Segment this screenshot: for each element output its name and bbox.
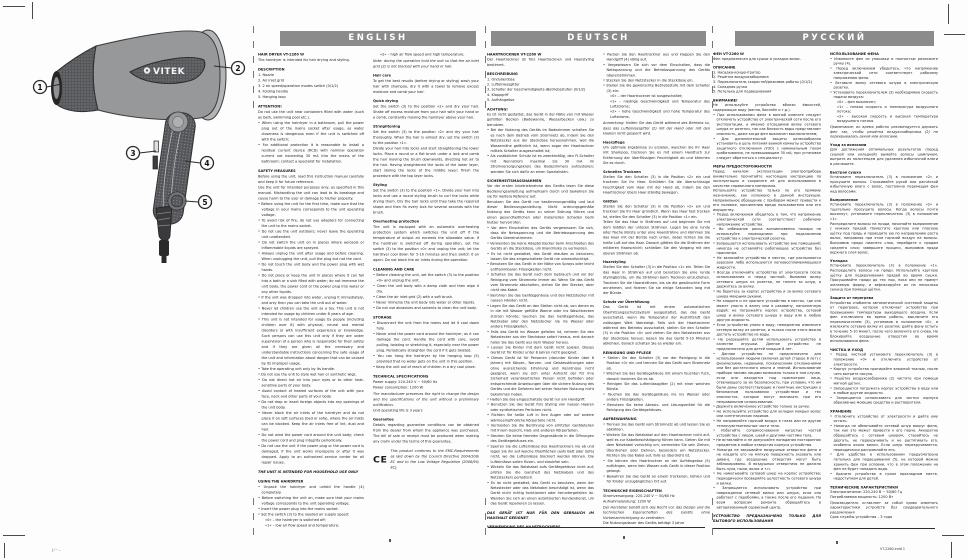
cord-guard: [156, 206, 172, 241]
text-block-p: Das Gerät ist mit einem automatischen Überhitzungsschutzsystem ausgestattet, das das Gerät ausschaltet, wenn die Temperatur der Austrittsluft den zulässigen Wert übersteigt. Falls sich der Haartrockner während des Betriebs ausschaltet, stellen Sie den Schalter (3) in die Position «0» und ziehen Sie den Netzstecker aus der Steckdose heraus; lassen Sie das Gerät 5-10 Minuten abkühlen, danach schalten Sie es wieder ein.: [603, 305, 710, 346]
crop-mark-bottom-left-v: [4, 543, 5, 558]
text-block-li: • Wischen Sie das Gerätegehäuse mit einem feuchten Tuch, danach trocknen Sie es ab.: [603, 371, 710, 381]
page-speck: [389, 539, 391, 542]
text-block-h2: Haarpflege: [603, 140, 625, 145]
language-header-russian: РУССКИЙ: [735, 31, 934, 46]
text-block-h: SICHERHEITSMASSNAHMEN: [487, 178, 542, 183]
text-block-li: • Для удобства в использовании предусмотрена петелька для подвешивания (5), на которой можно хранить фен при условии, что в этом положении на фен не будет попадать вода.: [830, 453, 938, 472]
text-block-li: • Запрещается использовать для чистки корпуса абразивные моющие средства и растворители.: [830, 396, 938, 406]
text-block-li: • Отключите устройство от электросети и дайте ему остыть.: [830, 414, 938, 424]
text-block-sub: «2» – высокая скорость и высокая температура воздушного потока.: [837, 114, 938, 124]
text-block-sub: «2» – high air flow speed and high temperature.: [380, 52, 465, 57]
text-block-h2: Guarantee: [373, 417, 394, 422]
text-block-p: Stellen Sie den Schalter (3) in die Position «2» ein und trocknen Sie Ihr Haar. Schütteln Sie die überschüssige Feuchtigkeit vom Haar mit der Hand ab, indem Sie den Haartrockner übers Haar ständig bewegen.: [603, 174, 710, 195]
text-block-li: • Before switching the unit on, make sure that your mains voltage corresponds to the unit operating voltage.: [258, 496, 364, 507]
text-block-note: Der Hersteller behält sich das Recht vor, das Design und die technischen Eigenschaften des Geräts ohne Vorbenachrichtigung zu verändern.: [603, 505, 710, 520]
text-block-li: • Для дополнительной защиты целесообразно установить в цепь питания ванной комнаты устройство защитного отключения (УЗО) с номинальным током срабатывания, не превышающим 30 мА; при установке следует обратиться к специалисту.: [713, 137, 821, 161]
text-block-p: 5. Петелька для подвешивания: [713, 89, 772, 94]
text-block-sub: «0» – der Haartrockner ist ausgeschaltet;: [610, 94, 683, 99]
conformity-text: This product conforms to the EMC-Requirements as laid down by the Council Directive 2004/108/ЕС and to the Low Voltage Regulation (2006/95/ЕС).: [390, 449, 479, 470]
text-block-p: Устройство снабжено автоматической системой защиты от перегрева, которая отключает устройство при превышении температуры выходящего воздуха. Если фен отключился во время работы, выключите его переключателем (3), установив в положение «0», и извлеките сетевую вилку из розетки; дайте фену остыть в течение 5-10 минут, после чего включите его снова. Не блокируйте воздушные отверстия во время использования фена.: [830, 300, 938, 344]
text-block-li: • Benutzen Sie das Gerät in der Nähe von Sprays oder leicht entflammbaren Flüssigkeiten nicht.: [487, 262, 594, 272]
text-block-li: • Не наматывайте сетевой шнур на корпус устройства; периодически проверяйте целостность сетевого шнура и вилки.: [713, 472, 821, 486]
text-block-h: CLEANING AND CARE: [373, 267, 415, 272]
svg-text:1: 1: [37, 82, 43, 92]
text-block-li: • To avoid risk of fire, do not use adapters for connecting the unit to the mains socket.: [258, 218, 364, 229]
text-block-li: • Falls das Gerät ins Wasser gefallen ist, nehmen Sie den Netzstecker aus der Steckdose sofort heraus, erst danach holen Sie das Gerät aus dem Wasser heraus.: [487, 329, 594, 345]
text-block-li: • Если устройство упало в воду, немедленно извлеките сетевую вилку из розетки, и только после этого можно достать устройство из воды.: [713, 323, 821, 337]
text-block-li: • Запрещается погружать корпус устройства в воду или в любые другие жидкости.: [830, 386, 938, 396]
text-block-h: AUFBEWAHRUNG: [603, 417, 637, 422]
text-block-li: • Schalten Sie das Gerät nach dem Gebrauch und vor der Reinigung vom Stromnetz immer ab. Wenn Sie das Gerät vom Stromnetz abschalten, ziehen Sie den Stecker, aber nicht das Kabel.: [487, 272, 594, 293]
text-block-p: Teilen Sie das Haar in Strähnen auf und beginnen Sie mit dem Glätten der unteren Strähnen. Legen Sie eine runde oder flache Bürste unter eine Haarsträhne und kämmen Sie das Haar mit der Bürste nach unten, dabei richten Sie die heiße Luft auf das Haar. Danach glätten Sie die Strähnen der mittleren Haarschicht; schließen Sie den Vorgang mit den oberen Strähnen ab.: [603, 220, 710, 256]
text-block-li: • Stecken Sie keine fremden Gegenstände in die Öffnungen des Gerätegehäuses ein.: [487, 433, 594, 443]
text-block-li: • Lassen Sie Kinder mit dem Gerät nicht spielen. Dieses Gerät ist für Kinder unter 8 Jahren nicht geeignet.: [487, 345, 594, 355]
svg-text:2: 2: [235, 63, 241, 73]
text-block-li: • Решётку воздухозаборника (2) чистите при помощи мягкой щётки.: [830, 377, 938, 387]
text-block-note: Anmerkung: Halten Sie das Gerät während des Betriebs so, dass das Lufteinlassgitter (2) mit der Hand oder mit den Haaren nicht gesperrt wird.: [603, 121, 710, 136]
text-block-li: • Do not touch the unit body and the power plug with wet hands.: [258, 262, 364, 273]
speed-switch: [154, 141, 159, 152]
text-block-li: • This unit is not intended for usage by people (including children over 8) with physical, neural and mental disorders or with insufficient experience or knowledge. Such persons can use this unit only if they are under supervision of a person who is responsible for their safety and if they are given all the necessary and understandable instructions concerning the safe usage of the unit and information about danger that can be caused by its improper usage.: [258, 317, 364, 367]
page-speck: [623, 536, 625, 539]
text-block-li: • Trennen Sie das Gerät vom Stromnetz ab und lassen Sie es abkühlen.: [603, 422, 710, 432]
text-block-h2: Straightening: [373, 124, 401, 129]
brand-logo-text: VITEK: [153, 67, 186, 77]
text-block-p: Срок службы устройства – 3 года: [830, 515, 893, 520]
text-block-p: Stellen Sie den Schalter (3) in die Position «1» ein. Teilen Sie das Haar in Strähnen auf und benutzen Sie eine runde Stylingbürste, um die Strähnen beim Trocknen einzudrehen. Trocknen Sie die Haarsträhnen, bis sie die gewünschte Form annehmen, und fixieren Sie sie einige Sekunden lang mit der Bürste.: [603, 265, 710, 296]
text-block-p: Do not use the unit near containers filled with water (such as bath, swimming pool etc.).: [258, 110, 364, 120]
crop-mark-bottom-right-h: [942, 535, 964, 536]
text-block-li: • Запрещается использовать устройство при повреждении сетевой вилки или шнура, если оно работает с перебоями, а также после его падения. По всем вопросам ремонта обращайтесь в авторизованный сервисный центр.: [713, 486, 821, 510]
text-block-li: • You can hang the hairdryer by the hanging loop (5) provided that no water gets on the unit in this position.: [373, 354, 479, 365]
text-block-h2: Защита от перегрева: [830, 295, 874, 300]
text-block-li: • Never wind the power cord around the hairdryer, as it can damage the cord. Handle the cord with care, avoid pulling, twisting or stretching it, especially near the power plug. Periodically straighten the cord if it gets twisted.: [373, 332, 479, 354]
text-block-p: Установите переключатель (3) в положение «1». Распределите волосы на пряди. Используйте круглую щётку для подкручивания прядей во время сушки. Просушивайте пряди до тех пор, пока они не примут желаемую форму, и зафиксируйте их на несколько секунд при помощи щётки.: [830, 263, 938, 292]
text-block-li: • При использовании фена в ванной комнате следует отключать устройство от электрической сети после его эксплуатации, а именно отсоединив вилку сетевого шнура от розетки, так как близость воды представляет опасность, даже когда фен выключен выключателем;: [713, 113, 821, 137]
text-block-sub: «1» – низкая скорость и температура воздушного потока;: [837, 104, 938, 114]
text-block-li: • Do not place or keep the unit in places where it can fall into a bath or a sink filled with water; do not immerse the unit body, the power cord or the power plug into water or any other liquids.: [258, 273, 364, 295]
text-block-p: 1. Nozzle: [258, 73, 275, 77]
text-block-p: To get the best results (before drying or styling) wash your hair with shampoo, dry it with a towel to remove excess moisture and comb your hair.: [373, 79, 479, 94]
crop-mark-top-right-v: [948, 4, 949, 24]
text-block-p: Используйте устройство только по его прямому назначению, как изложено в данной инструкции. Неправильное обращение с прибором может привести к его поломке, причинению вреда пользователю или его имуществу.: [713, 188, 821, 212]
text-block-t: HAIR DRYER VT-2260 W: [258, 52, 304, 57]
text-block-p: 4. Складная ручка: [713, 84, 748, 89]
text-block-note: Note: during the operation hold the unit so that the air inlet grid (2) is not blocked with your hand or hair.: [373, 59, 479, 69]
fold-line: [253, 498, 254, 540]
text-block-li: • Verwenden Sie keine Adapterstecker beim Anschließen des Geräts an die Steckdose, um Brandrisiko zu vermeiden.: [487, 241, 594, 251]
text-block-li: • Dieses Gerät ist für Personen (darunter Kinder über 8 Jahren) mit Körper-, Nerven- und Geistesstörungen oder ohne ausreichende Erfahrung und Kenntnisse nicht geeignet, wenn sie sich unter Aufsicht der für ihre Sicherheit verantwortlichen Person nicht befinden oder entsprechende Anweisungen über die sichere Nutzung des Geräts und die Gefahren bei seiner falschen Nutzung nicht bekommen haben.: [487, 355, 594, 397]
text-block-h2: Hair care: [373, 73, 391, 78]
text-block-h: ATTENTION!: [258, 104, 282, 109]
text-block-spec: Stromversorgung: 220-240 V ~ 50/60 Hz: [603, 494, 675, 499]
text-block-li: • Benutzen Sie das Gerät fürs Styling von nassen Haaren oder synthetischen Perücken nicht.: [487, 402, 594, 412]
text-block-li: • Als zusätzlicher Schutz ist es zweckmäßig, den FI-Schalter mit Nennstrom maximal bis 30 mA im Stromversorgungskreis des Badezimmers aufzustellen; wenden Sie sich dafür an einen Spezialisten.: [487, 154, 594, 175]
text-block-li: • Clean the unit body with a damp cloth and then wipe it dry.: [373, 284, 479, 295]
text-block-li: • Всегда отключайте устройство от электросети после использования и перед чисткой. Вынимая вилку сетевого шнура из розетки, не тяните за шнур, а держитесь за вилку.: [713, 270, 821, 289]
text-block-li: • Do not use the unit if the power plug or the power cord is damaged, if the unit works improperly or after it was dropped. Apply to an authorized service center for all repair issues.: [258, 444, 364, 466]
text-block-h2: Glätten: [603, 199, 618, 204]
text-block-li: • Корпус устройства протирайте влажной тканью, после чего вытрите насухо.: [830, 367, 938, 377]
svg-text:4: 4: [204, 158, 210, 168]
text-block-spec: Потребляемая мощность: 1200 Вт: [830, 495, 894, 500]
text-block-p: Set the switch (3) to the position «2» and dry your hair. Shake off excess moisture from your hair with your hand or a comb, constantly moving the hairdryer above your hair.: [373, 104, 479, 120]
text-block-li: • Запрещается использовать устройство вне помещений; никогда не оставляйте работающее устройство без присмотра.: [713, 241, 821, 255]
text-block-p: 3. Переключатель скоростей/режимов работы (0/1/2): [713, 79, 812, 84]
text-block-p: Установите переключатель (3) в положение «2» и тщательно просушите волосы. Когда волосы почти высохнут, установите переключатель (3) в положение «1».: [830, 202, 938, 221]
language-header-english: ENGLISH: [280, 31, 476, 46]
text-block-spec: Power supply: 220-240 V ~ 50/60 Hz: [373, 380, 438, 384]
text-block-li: • Никогда не обматывайте сетевой шнур вокруг фена, так как это может привести к его порче. Аккуратно обращайтесь с сетевым шнуром, старайтесь не дёргать, не перекручивать и не растягивать его, особенно около вилки. Если шнур перекручивается, периодически распрямляйте его.: [830, 424, 938, 453]
text-block-li: • Перед чисткой установите переключатель (3) в положение «0» и отключите устройство от электросети.: [830, 353, 938, 367]
text-block-li: • Не используйте устройство для укладки мокрых волос или синтетических париков.: [713, 409, 821, 419]
text-block-li: • Clean the air inlet grid (2) with a soft brush.: [373, 295, 479, 301]
text-block-li: • Данное устройство не предназначено для использования людьми (включая детей старше 8 лет) с физическими, нервными, психическими отклонениями или без достаточного опыта и знаний. Использование прибора такими лицами возможно только в том случае, если они находятся под присмотром лица, отвечающего за их безопасность, при условии, что им были даны соответствующие и понятные инструкции о безопасном пользовании устройством и тех опасностях, которые могут возникать при его неправильном использовании.: [713, 352, 821, 405]
text-block-li: • Не кладите и не храните устройство в местах, где оно может упасть в ванну или в раковину, наполненную водой; не погружайте корпус устройства, сетевой шнур и вилку сетевого шнура в воду или в любую другую жидкость.: [713, 299, 821, 323]
text-block-p: Es ist nicht gestattet, das Gerät in der Nähe von mit Wasser gefüllten Becken (Badewanne, Wasserbecken usw.) zu benutzen.: [487, 112, 594, 127]
text-block-li: • Не беритесь за корпус устройства и за вилку сетевого шнура мокрыми руками.: [713, 289, 821, 299]
text-block-h: USING THE HAIRDRYER: [258, 479, 304, 484]
text-block-li: • Benutzen Sie keine Abrasiv- und Lösungsmittel für die Reinigung des Gerätegehäuses.: [603, 402, 710, 412]
text-block-li: • Вставьте вилку сетевого шнура в электрическую розетку.: [830, 81, 938, 91]
text-block-li: • Unpack the hairdryer and unfold the handle (4) completely.: [258, 485, 364, 496]
text-block-li: • Stellen Sie den Schalter (3) vor der Reinigung in die Position «0» ein und trennen Sie das Gerät vom Stromnetz ab.: [603, 355, 710, 371]
text-block-li: • Richten Sie heiße Luft in Ihre Augen oder auf andere wärmeempfindliche Körperteile nicht.: [487, 413, 594, 423]
text-block-h2: Уход за волосами: [830, 142, 867, 147]
text-block-h2: Quick drying: [373, 99, 398, 103]
text-block-li: • Legen Sie das Gerät an den Stellen nicht ab, von denen es in die mit Wasser gefüllte Wanne oder ins Waschbecken stürzen könnte; tauchen Sie das Gerätegehäuse, das Netzkabel oder den Netzstecker nie ins Wasser oder andere Flüssigkeiten.: [487, 303, 594, 329]
text-block-li: • Disconnect the unit from the mains and let it cool down fully.: [373, 321, 479, 332]
text-block-li: • Before using the unit for the first time, make sure that the voltage in your mains corresponds to the unit operating voltage.: [258, 202, 364, 219]
text-block-h2: Schnelles Trocknen: [603, 169, 641, 174]
text-block-p: 3. Schalter der Geschwindigkeits-/Betriebsstufen (0/1/2): [487, 87, 586, 92]
text-block-li: • Packen Sie den Haartrockner aus und klappen Sie den Handgriff (4) völlig auf.: [603, 52, 710, 62]
text-block-h2: Haarstyling: [603, 260, 626, 265]
text-block-t: ФЕН VT-2260 W: [713, 52, 744, 56]
crop-mark-top-left-h: [3, 6, 25, 7]
text-block-li: • Храните устройство в сухом прохладном месте, недоступном для детей.: [830, 472, 938, 482]
text-block-li: • Do not use the unit to style wet hair or synthetic wigs.: [258, 372, 364, 378]
text-block-sub: «1» – niedrige Geschwindigkeit und Temperatur des Luftstroms;: [610, 99, 710, 109]
svg-text:5: 5: [202, 197, 208, 207]
crop-mark-bottom-left-h: [3, 535, 25, 536]
text-block-li: • Do not use the unit outdoors; never leave the operating unit unattended.: [258, 229, 364, 240]
text-block-p: Set the switch (3) to the position «1». Divide your hair into locks and use a round styling brush to curl the locks while drying them. Dry the hair locks until they take the required shape and then fix every lock for several seconds with the brush.: [373, 188, 479, 215]
text-block-li: • Не вставляйте и не допускайте попадания посторонних предметов в любые отверстия корпуса устройства.: [713, 438, 821, 448]
text-block-li: • Wickeln Sie das Netzkabel aufs Gerätegehäuse nicht auf; prüfen Sie die Ganzheit des Netzkabels und des Netzsteckers periodisch.: [487, 465, 594, 481]
text-block-l: Der Haartrockner ist fürs Haartrocknen und Haarstyling bestimmt.: [487, 57, 594, 67]
print-marks-left: | ⁄ ·· –: [52, 548, 61, 552]
text-block-spec: Power consumption: 1200 W: [373, 385, 424, 390]
text-block-p: 5. Aufhängeöse: [487, 98, 515, 103]
text-block-li: • For additional protection it is reasonable to install a residual current device (RCD) with nominal operation current not exceeding 30 mA into the mains of the bathroom; contact a specialist for installation.: [258, 143, 364, 165]
text-block-li: • Take the operating unit only by its handle.: [258, 367, 364, 373]
english-columns: [258, 52, 479, 531]
text-block-li: • Перед включением убедитесь в том, что напряжение электрической сети соответствует рабочему напряжению устройства.: [713, 213, 821, 227]
text-block-li: • Do not drop or insert foreign objects into any openings of the unit body.: [258, 400, 364, 411]
text-block-sub: «2» – hohe Geschwindigkeit und hohe Temperatur des Luftstroms.: [610, 109, 710, 119]
text-block-li: • Bei der Nutzung des Geräts im Badezimmer schalten Sie es nach dem Betrieb vom Stromnetz ab, indem Sie den Netzstecker aus der Steckdose herausnehmen, weil die Wassernähe gefährlich ist, wenn sogar der Haartrockner mittels Schalter ausgeschaltet ist;: [487, 128, 594, 154]
text-block-p: Установите переключатель (3) в положение «2» и просушите волосы. Стряхивайте рукой или расчёской избыточную влагу с волос, постоянно перемещая фен над волосами.: [830, 175, 938, 194]
text-block-p: Details regarding guarantee conditions can be obtained from the dealer from whom the appliance was purchased. The bill of sale or receipt must be produced when making any claim under the terms of this guarantee.: [373, 423, 479, 444]
text-block-li: • Es ist nicht gestattet, das Gerät draußen zu benutzen; lassen Sie das eingeschaltete Gerät nie unbeaufsichtigt.: [487, 251, 594, 261]
text-block-p: Benutzen Sie das Gerät nur bestimmungsmäßig und laut dieser Bedienungsanleitung. Nicht ordnungsgemäße Nutzung des Geräts kann zu seiner Störung führen und einen gesundheitlichen oder materiellen Schaden beim Nutzer hervorrufen.: [487, 199, 594, 225]
section-russian: [713, 31, 938, 531]
text-block-h2: Выпрямление: [830, 197, 859, 202]
text-block-li: • Sie können den Haartrockner an der Aufhängeöse (5) aufhängen, wenn kein Wasser aufs Gerät in dieser Position gelangt.: [603, 458, 710, 474]
text-block-spec: Aufnahmeleistung: 1200 W: [603, 499, 651, 504]
text-block-l: The hairdryer is intended for hair drying and styling.: [258, 58, 350, 62]
text-block-l: Фен предназначен для сушки и укладки волос.: [713, 56, 802, 61]
text-block-spec: Электропитание: 220-240 В ~ 50/60 Гц: [830, 490, 903, 495]
text-block-h: МЕРЫ ПРЕДОСТОРОЖНОСТИ: [713, 164, 772, 169]
text-block-h2: Schutz vor Überhitzung: [603, 299, 650, 304]
text-block-li: • Tauchen Sie das Gerätegehäuse nie ins Wasser oder andere Flüssigkeiten.: [603, 392, 710, 402]
text-block-li: • Никогда не закрывайте воздушные отверстия фена и не кладите его на мягкую поверхность (кровать или диван), где воздушные отверстия могут быть заблокированы. В воздушных отверстиях не должно быть пуха, пыли, волос и т.п.: [713, 448, 821, 472]
text-block-p: 4. Klappgriff: [487, 92, 509, 97]
text-block-li: • Do not wind the power cord around the unit body; check the power cord and plug integrity periodically.: [258, 433, 364, 444]
text-block-li: • Избегайте соприкосновения нагретых частей устройства с лицом, шеей и другими частями тела.: [713, 429, 821, 439]
text-block-li: • Vergewissern Sie sich vor dem Einschalten, dass die Netzspannung und die Betriebsspannung des Geräts übereinstimmen.: [603, 62, 710, 78]
text-block-li: • Before cleaning the unit, set the switch (3) to the position «0» and unplug the unit.: [373, 273, 479, 284]
text-block-t: HAARTROCKNER VT-2260 W: [487, 52, 542, 57]
text-block-h: SAFETY MEASURES: [258, 169, 296, 173]
text-block-li: • Не направляйте горячий воздух в глаза или на другие теплочувствительные части тела.: [713, 419, 821, 429]
text-block-p: 1. Насадка-концентратор: [713, 70, 761, 75]
text-block-li: • Stecken Sie den Netzstecker in die Steckdose ein.: [603, 78, 710, 83]
text-block-h: ТЕХНИЧЕСКИЕ ХАРАКТЕРИСТИКИ: [830, 485, 899, 490]
text-block-p: 2. Решётка воздухозаборника: [713, 75, 769, 80]
text-block-h2: Быстрая сушка: [830, 170, 862, 175]
text-block-h: ОПИСАНИЕ: [713, 65, 736, 70]
text-block-h: BESCHREIBUNG: [487, 72, 518, 77]
text-block-li: • Avoid contact of heated surfaces of the unit with your face, neck and other parts of your body.: [258, 389, 364, 400]
print-footer-filename: VT-2260.indd 1: [880, 547, 905, 551]
text-block-ce: [373, 449, 479, 471]
text-block-li: • Vermeiden Sie die Berührung von erhitzten Geräteteilen mit Ihrem Gesicht, Hals und anderen Körperteilen.: [487, 423, 594, 433]
text-block-li: • Do not switch the unit on in places where aerosols or inflammable liquids are sprayed.: [258, 240, 364, 251]
text-block-p: Before using the unit, read this instruction manual carefully and keep it for future reference.: [258, 174, 364, 184]
text-block-p: Для достижения оптимальных результатов (перед сушкой или укладкой) вымойте волосы шампунем, вытрите их полотенцем для удаления избыточной влаги и расчешите.: [830, 147, 938, 167]
section-end-rule-deutsch: [488, 527, 705, 528]
hair-dryer-diagram: [18, 10, 258, 340]
text-block-li: • When using the hairdryer in a bathroom, pull the power plug out of the mains socket after usage, as water closeness is dangerous even if the unit is switched off with the switch;: [258, 121, 364, 143]
text-block-li: • Set the switch (3) to the needed air supply speed:: [258, 512, 364, 518]
text-block-li: • Never let children use the unit as a toy. This unit is not intended for usage by children under 8 years of age.: [258, 306, 364, 317]
text-block-p: Vor der ersten Inbetriebnahme des Geräts lesen Sie diese Bedienungsanleitung aufmerksam durch und bewahren Sie sie für weitere Referenz auf.: [487, 184, 594, 199]
text-block-li: • Bewahren Sie das Gerät an einem trockenen, kühlen und für Kinder unzugänglichen Ort auf.: [603, 474, 710, 484]
ce-mark: CE: [373, 454, 388, 465]
text-block-note: Примечание: во время работы рекомендуется держать фен так, чтобы решётка воздухозаборника (2) не перекрывалась рукой или волосами.: [830, 124, 938, 139]
speed-switch-slot: [153, 156, 158, 169]
text-block-p: 2. Lufteinlassgitter: [487, 82, 520, 87]
text-block-p: Die Nutzungsdauer des Geräts beträgt 3 Jahre: [603, 521, 685, 526]
text-block-li: • Do not use abrasives and solvents to clean the unit body.: [373, 306, 479, 312]
text-block-p: Распределите волосы на пряди, начинайте выпрямление с нижних прядей. Поместите круглую или плоскую щётку под прядь и проводите ею по направлению роста волос, направляя при этом горячий воздух на волосы. Выпрямив пряди нижнего слоя, перейдите к прядям среднего слоя; завершите процесс, выпрямив пряди верхнего слоя волос.: [830, 221, 938, 255]
text-block-it: THE UNIT IS INTENDED FOR HOUSEHOLD USE ONLY: [258, 470, 359, 474]
text-block-p: Unit operating life is 3 years: [373, 408, 423, 413]
text-block-p: Перед началом эксплуатации электроприбора внимательно прочитайте настоящую инструкцию по эксплуатации и сохраните её для использования в качестве справочного материала.: [713, 169, 821, 188]
text-block-h: STORAGE: [373, 315, 392, 320]
fold-line: [485, 26, 486, 112]
text-block-h: ХРАНЕНИЕ: [830, 409, 852, 414]
text-block-p: Um optimale Ergebnisse zu erzielen, waschen Sie Ihr Haar mit Shampoo, trocknen Sie es mit einem Handtuch zur Entfernung der überflüssigen Feuchtigkeit ab und kämmen Sie es durch.: [603, 145, 710, 166]
text-block-sub: «0» – фен выключен;: [837, 99, 876, 104]
text-block-li: • Do not direct hot air into your eyes or to other heat-sensitive parts of your body.: [258, 378, 364, 389]
text-block-p: Не используйте устройство вблизи ёмкостей, содержащих воду (ванна, бассейн и т.д.).: [713, 103, 821, 112]
section-end-rule-russian: [713, 528, 935, 529]
text-block-li: • If the unit was dropped into water, unplug it immediately, and only then you can take the unit out of water.: [258, 295, 364, 306]
language-header-deutsch: DEUTSCH: [491, 31, 706, 46]
text-block-li: • Установите переключателем (3) необходимую скорость подачи воздуха:: [830, 90, 938, 100]
text-block-h2: Укладка: [830, 258, 848, 263]
svg-text:3: 3: [130, 148, 136, 158]
crop-mark-top-right-h: [944, 34, 965, 35]
russian-columns: [713, 52, 938, 531]
crop-mark-bottom-right-v: [951, 542, 952, 558]
cord-plug: [159, 240, 169, 256]
text-block-p: 3. 2 air speed/operation modes switch (0/1/2): [258, 84, 339, 88]
text-block-li: • Vor dem Einschalten des Geräts vergewissern Sie sich, dass die Netzspannung und die Betriebsspannung des Geräts übereinstimmen.: [487, 225, 594, 241]
text-block-li: • Sperren Sie die Lufteinlässe des Haartrockners nie ab und legen Sie ihn auf weiche Oberflächen (aufs Bett oder Sofa) nicht, wo die Lufteinlässe blockiert werden können. Die Lufteinlässe sollen flusen- und staubfrei sein.: [487, 444, 594, 465]
text-block-h: TECHNICAL SPECIFICATIONS: [373, 374, 429, 379]
text-block-h: ИСПОЛЬЗОВАНИЕ ФЕНА: [830, 52, 879, 56]
text-block-li: • Не включайте устройство в местах, где распыляются аэрозоли либо используются легковоспламеняющиеся жидкости.: [713, 256, 821, 270]
text-block-it: УСТРОЙСТВО ПРЕДНАЗНАЧЕНО ТОЛЬКО ДЛЯ БЫТОВОГО ИСПОЛЬЗОВАНИЯ: [713, 514, 821, 523]
text-block-li: • Insert the power plug into the mains socket.: [258, 507, 364, 513]
text-block-sub: «1» – low air flow speed and temperature;: [265, 523, 340, 528]
section-deutsch: [487, 31, 710, 531]
text-block-p: 5. Hanging loop: [258, 95, 286, 99]
text-block-p: Use the unit for intended purposes only, as specified in this manual. Mishandling the unit can lead to its breakage and cause harm to the user or damage to his/her property.: [258, 185, 364, 201]
text-block-li: • Wickeln Sie das Netzkabel auf den Haartrockner nicht auf, weil es zur Kabelbeschädigung führen kann. Gehen Sie mit dem Netzkabel vorsichtig um, vermeiden Sie sein Ziehen, Überdrehen oder Dehnen, besonders am Netzstecker. Richten Sie das Kabel auf, falls es überdreht ist.: [603, 432, 710, 458]
text-block-li: • Reinigen Sie das Lufteinlassgitter (2) mit einer weichen Bürste.: [603, 381, 710, 391]
text-block-li: • Halten Sie das eingeschaltete Gerät nur am Handgriff.: [487, 397, 594, 402]
text-block-h: REINIGUNG UND PFLEGE: [603, 350, 652, 355]
text-block-p: The unit is equipped with an automatic overheating protection system which switches the unit off if the temperature of output air exceeds the allowable value. If the hairdryer is switched off during operation, set the switch (3) to the position «0» and unplug the unit; let the hairdryer cool down for 5-10 minutes and then switch it on again. Do not block the air inlets during the operation.: [373, 225, 479, 262]
text-block-li: • Keep the unit out of reach of children in a dry cool place.: [373, 365, 479, 371]
text-block-li: • Never block the air inlets of the hairdryer and do not place it on soft surfaces (bed or sofa), where the air inlets can be blocked. Keep the air inlets free of lint, dust and hair.: [258, 411, 364, 433]
text-block-it: DAS GERÄT IST NUR FÜR DEN GEBRAUCH IM HAUSHALT GEEIGNET: [487, 510, 594, 520]
dryer-nozzle: [56, 46, 98, 112]
text-block-h: ЧИСТКА И УХОД: [830, 347, 864, 352]
text-block-li: • Держите включённое устройство только за ручку.: [713, 405, 821, 410]
text-block-li: • Перед включением убедитесь, что напряжение электрической сети соответствует рабочему напряжению фена.: [830, 66, 938, 80]
text-block-p: Stellen Sie den Schalter (3) in die Position «2» ein und trocknen Sie Ihr Haar gründlich. Wenn das Haar fast trocken ist, stellen Sie den Schalter (3) in die Position «1» ein.: [603, 204, 710, 219]
text-block-note: The manufacturer preserves the right to change the design and the specifications of the unit without a preliminary notification.: [373, 392, 479, 407]
fold-line: [485, 498, 486, 540]
text-block-p: Divide your hair into locks and start straightening the lower locks. Place a round or a flat brush under a lock and comb the hair moving the brush downwards, directing hot air to the hair. Having straightened the locks of the lower layer, start styling the locks of the middle layer; finish the procedure with the top layer locks.: [373, 146, 479, 178]
text-block-h2: Overheating protection: [373, 219, 420, 224]
text-block-h: DESCRIPTION: [258, 67, 285, 72]
text-block-li: • Always unplug the unit after usage and before cleaning. When unplugging the unit, pull the plug but not the cord.: [258, 251, 364, 262]
text-block-h: ACHTUNG!: [487, 107, 508, 112]
text-block-p: 4. Folding handle: [258, 89, 289, 94]
text-block-note: Производитель оставляет за собой право изменять характеристики устройств без предварительного уведомления: [830, 500, 938, 515]
section-english: [258, 31, 479, 531]
deutsch-columns: [487, 52, 710, 531]
text-block-li: • Извлеките фен из упаковки и полностью разложите ручку (4).: [830, 57, 938, 67]
text-block-li: • Es ist nicht gestattet, das Gerät zu benutzen, wenn der Netzstecker oder das Netzkabel beschädigt ist, wenn das Gerät nicht richtig funktioniert oder heruntergefallen ist. Wenden Sie sich an einen autorisierten Kundendienst, um das Gerät reparieren zu lassen.: [487, 480, 594, 506]
text-block-li: • Never immerse the unit body into water or other liquids.: [373, 300, 479, 306]
text-block-p: Set the switch (3) to the position «2» and dry your hair thoroughly. When the hair is almost dry, set the switch (3) to the position «1».: [373, 130, 479, 145]
text-block-h: TECHNISCHE EIGENSCHAFTEN: [603, 488, 662, 493]
text-block-li: • Berühren Sie das Gerätegehäuse und den Netzstecker mit nassen Händen nicht.: [487, 293, 594, 303]
text-block-li: • Не разрешайте детям использовать устройство в качестве игрушки. Данное устройство не предназначено для детей младше 8 лет.: [713, 337, 821, 351]
text-block-sub: «0» – the hairdryer is switched off;: [265, 518, 326, 522]
text-block-h2: Styling: [373, 183, 387, 187]
page-speck: [836, 541, 838, 544]
text-block-li: • Stellen Sie die gewünschte Betriebsstufe mit dem Schalter (3) ein:: [603, 83, 710, 93]
text-block-p: 1. Ondulierdüse: [487, 77, 515, 82]
text-block-h: ВНИМАНИЕ!: [713, 98, 738, 103]
text-block-p: 2. Air inlet grid: [258, 78, 285, 83]
text-block-li: • Во избежание риска возникновения пожара не используйте переходники при подключении устройства к электрической розетке.: [713, 227, 821, 241]
